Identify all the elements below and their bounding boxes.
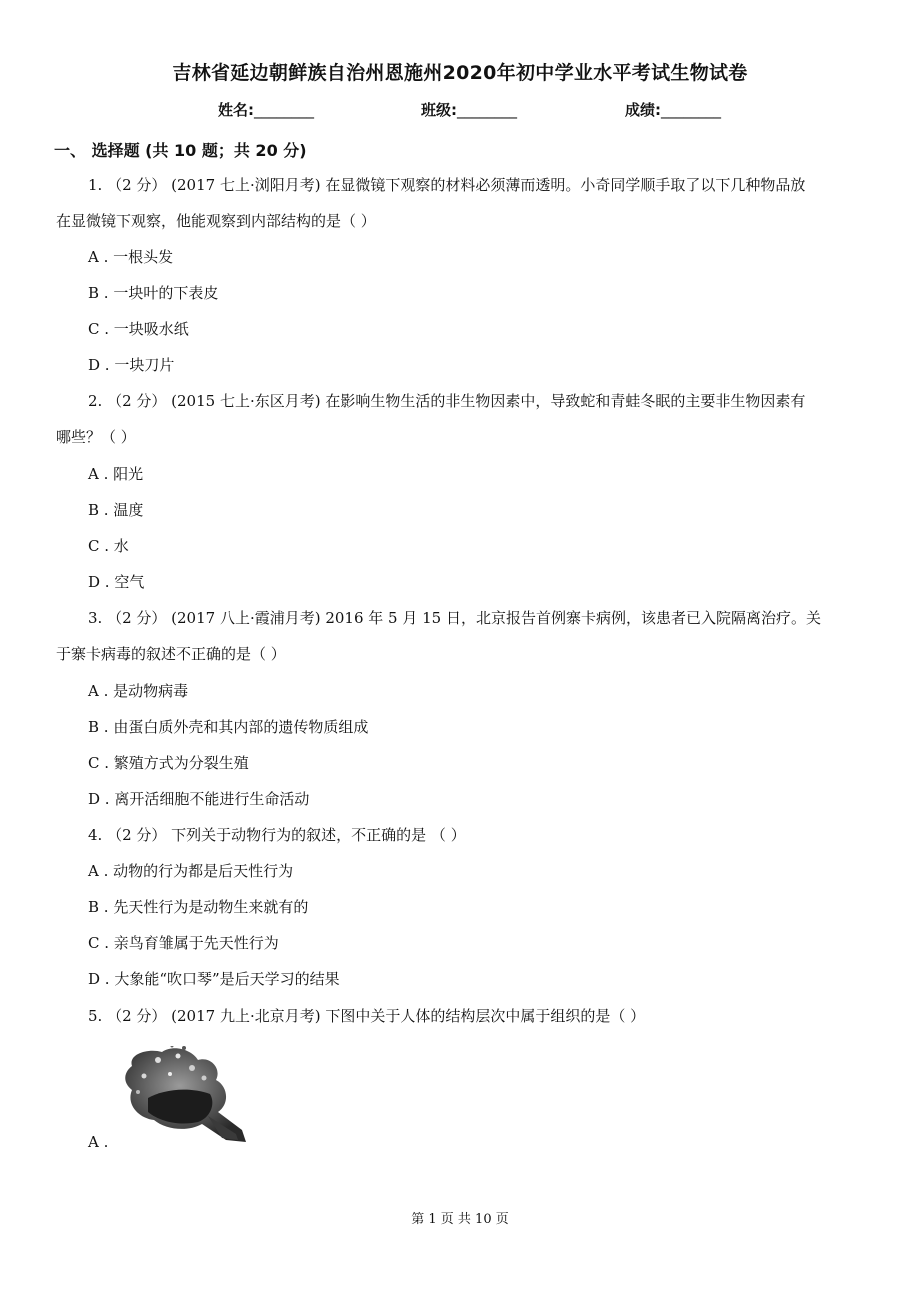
question-1-option-b: B . 一块叶的下表皮: [88, 284, 219, 302]
question-3-option-b: B . 由蛋白质外壳和其内部的遗传物质组成: [88, 718, 369, 736]
page-title: 吉林省延边朝鲜族自治州恩施州2020年初中学业水平考试生物试卷: [172, 62, 748, 84]
question-2-option-b: B . 温度: [88, 501, 144, 519]
question-3-option-d: D . 离开活细胞不能进行生命活动: [88, 790, 310, 808]
question-1-text: 1. （2 分） (2017 七上·浏阳月考) 在显微镜下观察的材料必须薄而透明。小奇同学顺手取了以下几种物品放: [88, 176, 806, 194]
class-label: 班级:: [421, 101, 457, 119]
student-info-row: [0, 99, 920, 121]
question-2-text: 2. （2 分） (2015 七上·东区月考) 在影响生物生活的非生物因素中，导致蛇和青蛙冬眠的主要非生物因素有: [88, 392, 806, 410]
name-blank: ________: [254, 101, 314, 119]
question-4-option-b: B . 先天性行为是动物生来就有的: [88, 898, 309, 916]
class-field: [421, 99, 517, 120]
score-field: [625, 99, 721, 120]
question-1-option-a: A . 一根头发: [88, 248, 174, 266]
section-heading: 一、 选择题 (共 10 题；共 20 分): [54, 141, 307, 160]
question-2-option-d: D . 空气: [88, 573, 145, 591]
score-label: 成绩:: [625, 101, 661, 119]
question-4-text: 4. （2 分） 下列关于动物行为的叙述，不正确的是 （ ）: [88, 826, 466, 844]
question-2-option-a: A . 阳光: [88, 465, 144, 483]
name-field: [218, 99, 314, 120]
question-4-option-c: C . 亲鸟育雏属于先天性行为: [88, 934, 279, 952]
question-1-text-cont: 在显微镜下观察，他能观察到内部结构的是（ ）: [56, 212, 376, 230]
question-5-text: 5. （2 分） (2017 九上·北京月考) 下图中关于人体的结构层次中属于组织的是（ ）: [88, 1007, 646, 1025]
tissue-figure-image: [118, 1046, 250, 1146]
question-3-text-cont: 于寨卡病毒的叙述不正确的是（ ）: [56, 645, 286, 663]
question-2-text-cont: 哪些？（ ）: [56, 428, 136, 446]
question-5-option-a: A .: [88, 1133, 109, 1151]
question-4-option-d: D . 大象能“吹口琴”是后天学习的结果: [88, 970, 340, 988]
name-label: 姓名:: [218, 101, 254, 119]
question-1-option-c: C . 一块吸水纸: [88, 320, 189, 338]
question-4-option-a: A . 动物的行为都是后天性行为: [88, 862, 294, 880]
class-blank: ________: [457, 101, 517, 119]
score-blank: ________: [661, 101, 721, 119]
question-3-option-a: A . 是动物病毒: [88, 682, 189, 700]
question-3-text: 3. （2 分） (2017 八上·霞浦月考) 2016 年 5 月 15 日，北京报告首例寨卡病例，该患者已入院隔离治疗。关: [88, 609, 821, 627]
question-1-option-d: D . 一块刀片: [88, 356, 175, 374]
question-2-option-c: C . 水: [88, 537, 129, 555]
question-3-option-c: C . 繁殖方式为分裂生殖: [88, 754, 249, 772]
page-footer: 第 1 页 共 10 页: [411, 1212, 509, 1227]
tissue-figure-svg: [118, 1046, 250, 1146]
